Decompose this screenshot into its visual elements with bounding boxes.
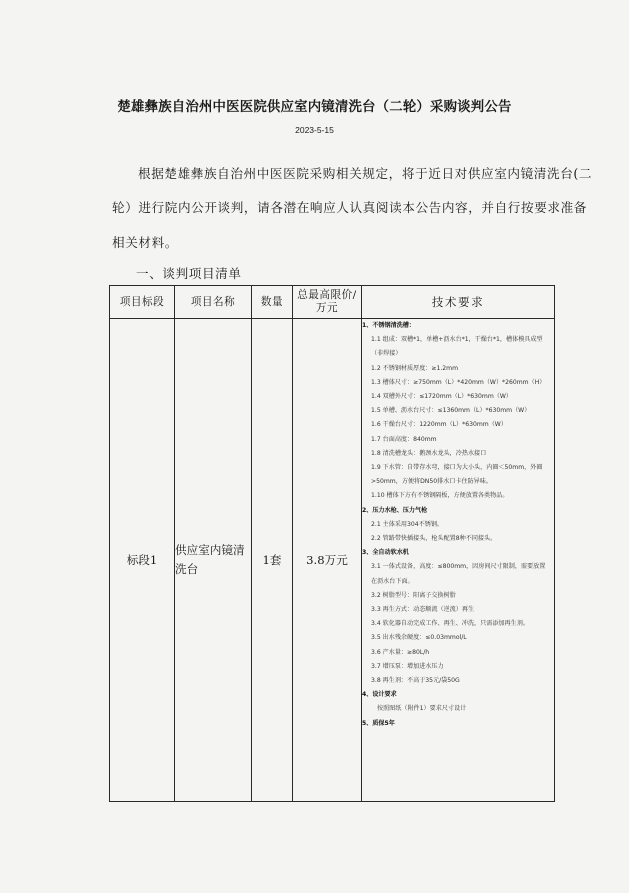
tech-requirement-line: 在沥水台下面。 xyxy=(371,577,414,585)
cell-max-price: 3.8万元 xyxy=(293,319,362,802)
tech-requirement-line: 按照图纸（附件1）要求尺寸设计 xyxy=(377,705,467,713)
tech-requirement-line: 3.5 出水残余硬度：≤0.03mmol/L xyxy=(371,634,467,642)
cell-project-name: 供应室内镜清洗台 xyxy=(175,319,252,802)
tech-requirement-line: 1.1 组成：双槽*1，单槽+沥水台*1，干燥台*1，槽体模具成型 xyxy=(371,336,543,344)
tech-requirement-line: 3.4 软化器自动完成工作、再生、冲洗，只需添加再生剂。 xyxy=(371,620,529,628)
tech-requirement-line: 1.5 单槽、沥水台尺寸：≤1360mm（L）*630mm（W） xyxy=(371,407,531,415)
intro-paragraph-line: 轮）进行院内公开谈判，请各潜在响应人认真阅读本公告内容，并自行按要求准备 xyxy=(112,200,587,215)
header-max-price xyxy=(293,286,362,319)
tech-requirement-line: （非焊接） xyxy=(371,350,402,358)
cell-quantity: 1套 xyxy=(252,319,293,802)
tech-requirement-line: 4、设计要求 xyxy=(362,691,397,699)
header-quantity: 数量 xyxy=(252,286,293,319)
tech-requirement-line: 2.1 主体采用304不锈钢。 xyxy=(371,520,444,528)
document-date: 2023-5-15 xyxy=(295,125,334,135)
header-max-price-line: 总最高限价/ xyxy=(297,289,357,301)
tech-requirement-line: 1.9 下水管：自带存水弯，接口为大小头，内圈＜50mm，外圈 xyxy=(371,464,543,472)
tech-requirement-line: 1.7 台面高度：840mm xyxy=(371,435,437,443)
tech-requirement-line: 3.3 再生方式：动态顺流（逆流）再生 xyxy=(371,606,475,614)
header-project-name: 项目名称 xyxy=(175,286,252,319)
header-tech-requirements: 技术要求 xyxy=(362,286,555,319)
header-max-price-line: 万元 xyxy=(315,302,339,314)
tech-requirement-line: 2.2 管路带快插接头，枪头配置8种不同接头。 xyxy=(371,535,497,543)
tech-requirement-line: 2、压力水枪、压力气枪 xyxy=(362,506,428,514)
header-lot: 项目标段 xyxy=(110,286,175,319)
table-header-row xyxy=(110,286,555,319)
tech-requirement-line: 1.10 槽体下方有不锈钢隔板，方便放置各类物品。 xyxy=(371,492,509,500)
tech-requirement-line: 1.8 清洗槽龙头：鹅颈水龙头，冷热水接口 xyxy=(371,449,487,457)
tech-requirement-line: 1.3 槽体尺寸：≥750mm（L）*420mm（W）*260mm（H） xyxy=(371,378,546,386)
tech-requirement-line: 1.2 不锈钢材质厚度：≥1.2mm xyxy=(371,364,459,372)
tech-requirement-line: >50mm，方便将DN50排水口卡住防异味。 xyxy=(371,478,492,486)
table-row xyxy=(110,319,555,802)
cell-tech-requirements xyxy=(362,319,555,802)
tech-requirement-line: 3、全自动软水机 xyxy=(362,549,409,557)
section-heading: 一、谈判项目清单 xyxy=(136,266,242,281)
tech-requirement-line: 3.7 增压泵：增加进水压力 xyxy=(371,662,444,670)
cell-lot: 标段1 xyxy=(110,319,175,802)
tech-requirement-line: 1.4 双槽外尺寸：≤1720mm（L）*630mm（W） xyxy=(371,393,513,401)
tech-requirement-line: 1、不锈钢清洗槽： xyxy=(362,322,415,329)
intro-paragraph-line: 根据楚雄彝族自治州中医医院采购相关规定，将于近日对供应室内镜清洗台(二 xyxy=(138,166,593,181)
tech-requirement-line: 3.1 一体式设备，高度：≤800mm，因房间尺寸限制，需要放置 xyxy=(371,563,546,571)
tech-requirement-line: 5、质保5年 xyxy=(362,719,395,727)
document-title: 楚雄彝族自治州中医医院供应室内镜清洗台（二轮）采购谈判公告 xyxy=(117,100,512,115)
tech-requirement-line: 3.2 树脂型号：阳离子交换树脂 xyxy=(371,591,456,599)
tech-requirement-line: 1.6 干燥台尺寸：1220mm（L）*630mm（W） xyxy=(371,421,507,429)
tech-requirement-line: 3.6 产水量：≥80L/h xyxy=(371,648,430,656)
tech-requirement-line: 3.8 再生剂：不高于35元/袋50G xyxy=(371,677,460,685)
intro-paragraph-line: 相关材料。 xyxy=(112,235,178,250)
project-list-table xyxy=(109,285,555,802)
